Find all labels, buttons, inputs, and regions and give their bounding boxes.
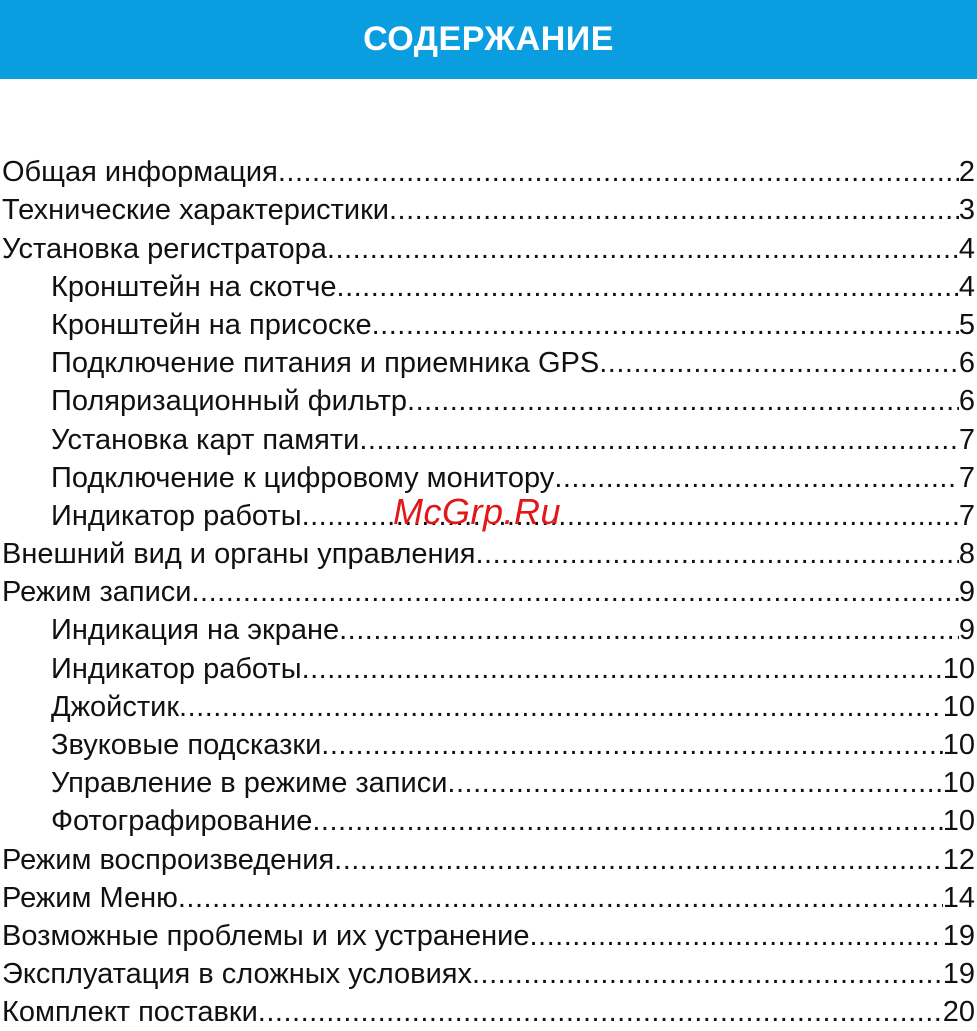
toc-dot-leader bbox=[321, 726, 942, 764]
toc-entry-page-number: 19 bbox=[942, 958, 975, 991]
watermark: McGrp.Ru bbox=[393, 491, 562, 532]
toc-entry[interactable] bbox=[0, 306, 977, 344]
toc-entry-page-number: 20 bbox=[942, 996, 975, 1029]
toc-entry-title: Возможные проблемы и их устранение bbox=[2, 919, 530, 952]
toc-dot-leader bbox=[599, 344, 959, 382]
toc-entry-page-number: 4 bbox=[958, 270, 975, 303]
toc-dot-leader bbox=[192, 573, 959, 611]
toc-dot-leader bbox=[334, 841, 943, 879]
toc-dot-leader bbox=[475, 535, 958, 573]
toc-entry-page-number: 12 bbox=[942, 843, 975, 876]
toc-entry[interactable] bbox=[0, 573, 977, 611]
toc-entry-title: Индикация на экране bbox=[51, 614, 340, 647]
header-banner bbox=[0, 0, 977, 79]
toc-entry-title: Индикатор работы bbox=[51, 652, 302, 685]
toc-dot-leader bbox=[554, 459, 959, 497]
toc-entry-title: Комплект поставки bbox=[2, 996, 258, 1029]
toc-entry-title: Эксплуатация в сложных условиях bbox=[2, 958, 472, 991]
toc-entry-page-number: 9 bbox=[958, 576, 975, 609]
toc-entry-title: Поляризационный фильтр bbox=[51, 385, 408, 418]
toc-entry[interactable] bbox=[0, 917, 977, 955]
toc-entry-title: Подключение к цифровому монитору bbox=[51, 461, 555, 494]
toc-entry-page-number: 14 bbox=[942, 881, 975, 914]
toc-dot-leader bbox=[407, 382, 959, 420]
toc-entry-title: Установка карт памяти bbox=[51, 423, 360, 456]
toc-entry-title: Установка регистратора bbox=[2, 232, 327, 265]
toc-entry-page-number: 2 bbox=[958, 156, 975, 189]
toc-entry-page-number: 6 bbox=[958, 385, 975, 418]
toc-dot-leader bbox=[302, 650, 943, 688]
toc-entry-title: Кронштейн на скотче bbox=[51, 270, 337, 303]
toc-entry[interactable] bbox=[0, 764, 977, 802]
toc-dot-leader bbox=[530, 917, 943, 955]
toc-entry-title: Режим Меню bbox=[2, 881, 178, 914]
toc-entry-page-number: 9 bbox=[958, 614, 975, 647]
toc-entry-page-number: 10 bbox=[942, 805, 975, 838]
toc-dot-leader bbox=[337, 268, 959, 306]
toc-entry-title: Кронштейн на присоске bbox=[51, 308, 372, 341]
toc-entry[interactable] bbox=[0, 382, 977, 420]
toc-entry[interactable] bbox=[0, 268, 977, 306]
toc-entry-title: Внешний вид и органы управления bbox=[2, 538, 476, 571]
toc-entry-title: Общая информация bbox=[2, 156, 278, 189]
toc-entry-page-number: 19 bbox=[942, 919, 975, 952]
toc-entry-title: Управление в режиме записи bbox=[51, 767, 448, 800]
toc-dot-leader bbox=[278, 153, 959, 191]
toc-entry[interactable] bbox=[0, 649, 977, 687]
toc-entry[interactable] bbox=[0, 955, 977, 993]
toc-entry-page-number: 7 bbox=[958, 461, 975, 494]
toc-dot-leader bbox=[472, 955, 943, 993]
toc-entry-page-number: 4 bbox=[958, 232, 975, 265]
toc-entry-page-number: 10 bbox=[942, 729, 975, 761]
table-of-contents bbox=[0, 153, 977, 1031]
toc-entry-title: Режим воспроизведения bbox=[2, 843, 335, 876]
toc-entry[interactable] bbox=[0, 993, 977, 1031]
toc-dot-leader bbox=[312, 802, 942, 840]
toc-entry[interactable] bbox=[0, 344, 977, 382]
page-title: СОДЕРЖАНИЕ bbox=[363, 20, 614, 58]
toc-entry-page-number: 10 bbox=[942, 690, 975, 723]
toc-entry-page-number: 6 bbox=[958, 347, 975, 380]
toc-entry[interactable] bbox=[0, 726, 977, 764]
toc-entry[interactable] bbox=[0, 153, 977, 191]
toc-entry[interactable] bbox=[0, 688, 977, 726]
toc-entry-page-number: 7 bbox=[958, 499, 975, 532]
toc-entry[interactable] bbox=[0, 611, 977, 649]
toc-entry[interactable] bbox=[0, 191, 977, 229]
toc-entry-page-number: 3 bbox=[958, 194, 975, 227]
toc-dot-leader bbox=[339, 611, 959, 649]
toc-entry-title: Режим записи bbox=[2, 576, 192, 609]
toc-entry-page-number: 5 bbox=[958, 308, 975, 341]
toc-dot-leader bbox=[178, 879, 943, 917]
toc-entry[interactable] bbox=[0, 879, 977, 917]
toc-dot-leader bbox=[447, 764, 942, 802]
toc-dot-leader bbox=[258, 993, 943, 1031]
toc-entry-page-number: 10 bbox=[942, 652, 975, 685]
toc-entry-page-number: 8 bbox=[958, 538, 975, 571]
toc-entry-title: Технические характеристики bbox=[2, 194, 389, 227]
toc-entry-title: Подключение питания и приемника GPS bbox=[51, 347, 600, 380]
toc-entry-title: Звуковые подсказки bbox=[51, 729, 322, 761]
toc-entry[interactable] bbox=[0, 420, 977, 458]
toc-entry-page-number: 7 bbox=[958, 423, 975, 456]
toc-dot-leader bbox=[327, 230, 959, 268]
toc-entry[interactable] bbox=[0, 840, 977, 878]
toc-entry[interactable] bbox=[0, 229, 977, 267]
toc-dot-leader bbox=[179, 688, 943, 726]
toc-entry-page-number: 10 bbox=[942, 767, 975, 800]
toc-entry[interactable] bbox=[0, 802, 977, 840]
toc-entry-title: Джойстик bbox=[51, 690, 180, 723]
toc-dot-leader bbox=[389, 191, 959, 229]
toc-dot-leader bbox=[359, 421, 958, 459]
toc-entry[interactable] bbox=[0, 535, 977, 573]
toc-dot-leader bbox=[372, 306, 959, 344]
toc-entry-title: Фотографирование bbox=[51, 805, 313, 838]
toc-entry-title: Индикатор работы bbox=[51, 499, 302, 532]
